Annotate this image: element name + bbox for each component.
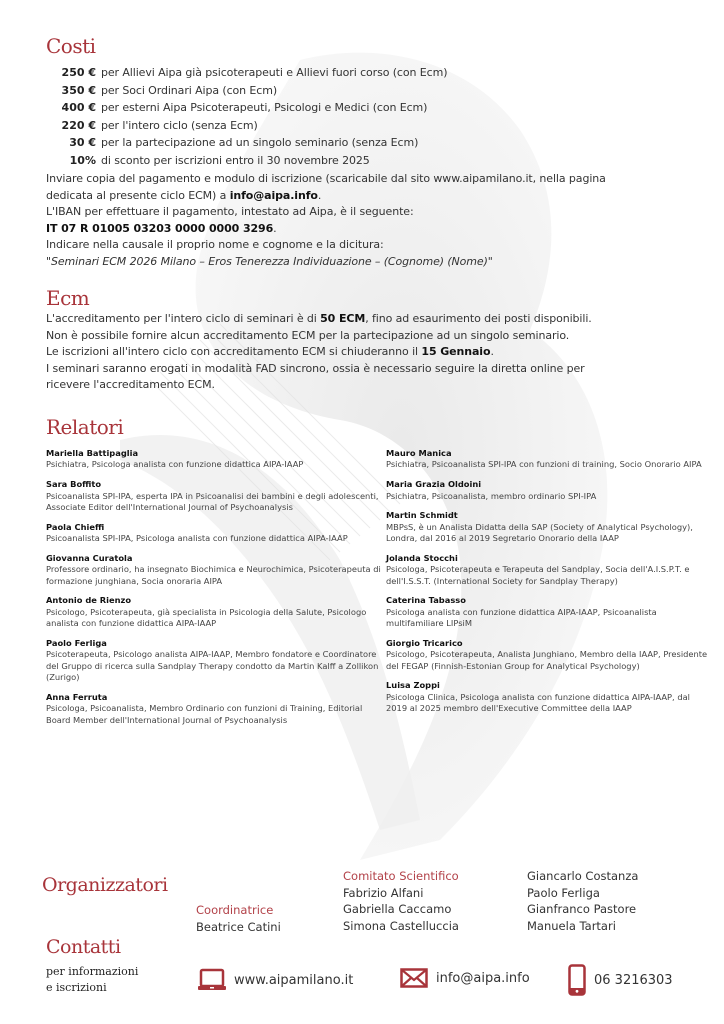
committee-block-2 [527,868,638,934]
speaker-item [386,553,712,587]
speaker-item [46,522,384,545]
cost-amount: 250 € [61,66,96,79]
speaker-bio: Psicologo, Psicoterapeuta, già specialista in Psicologia della Salute, Psicologo analista con funzione didattica AIPA-IAAP [46,606,367,629]
cost-amount: 30 € [69,136,96,150]
organizzatori-heading: Organizzatori [42,874,168,896]
speaker-bio: Psicoanalista SPI-IPA, esperta IPA in Psicoanalisi dei bambini e degli adolescenti, Associate Editor dell'International Journal of Psychoanalysis [46,490,379,512]
committee-member: Giancarlo Costanza [527,869,639,883]
ecm-line [46,344,696,361]
speaker-bio: Psicologo, Psicoterapeuta, Analista Junghiano, Membro della IAAP, Presidente del FEGAP (Finnish-Estonian Group for Analytical Psychology) [386,649,708,671]
speaker-item [46,638,384,684]
speaker-bio: Professore ordinario, ha insegnato Biochimica e Neurochimica, Psicoterapeuta di formazione junghiana, Socia onoraria AIPA [46,564,381,586]
speakers-left-column [46,448,384,734]
ecm-deadline: 15 Gennaio [421,345,491,359]
speaker-bio: Psicologa Clinica, Psicologa analista con funzione didattica AIPA-IAAP, dal 2019 al 2025 membro dell'Executive Committee della IAAP [386,691,690,714]
committee-member: Fabrizio Alfani [343,885,424,900]
speaker-name: Martin Schmidt [386,510,458,521]
speakers-right-column [386,448,712,723]
text: . [317,188,322,202]
speaker-item [46,692,384,726]
cost-row [46,134,447,152]
coordinator-label: Coordinatrice [196,903,274,917]
payment-line: Indicare nella causale il proprio nome e cognome e la dicitura: [46,238,384,252]
ecm-credits: 50 ECM [320,312,366,325]
speaker-name: Antonio de Rienzo [46,595,132,606]
speaker-name: Caterina Tabasso [386,595,466,606]
text: L'accreditamento per l'intero ciclo di seminari è di [46,312,321,325]
speaker-name: Paolo Ferliga [46,637,107,648]
text: , fino ad esaurimento dei posti disponibili. [365,312,592,325]
email-link[interactable]: info@aipa.info [436,970,530,986]
iban: IT 07 R 01005 03203 0000 0000 3296 [46,221,274,235]
cost-description: di sconto per iscrizioni entro il 30 novembre 2025 [101,153,370,167]
payment-email: info@aipa.info [229,188,318,202]
ecm-line: Non è possibile fornire alcun accreditamento ECM per la partecipazione ad un singolo seminario. [46,328,570,342]
cost-row [46,82,447,100]
speaker-bio: MBPsS, è un Analista Didatta della SAP (Society of Analytical Psychology), Londra, dal 2016 al 2019 Segretario Onorario della IAAP [386,521,693,544]
cost-description: per Allievi Aipa già psicoterapeuti e Allievi fuori corso (con Ecm) [101,66,448,79]
payment-line [46,188,696,205]
committee-member: Paolo Ferliga [527,885,600,900]
speaker-name: Sara Boffito [46,479,102,490]
envelope-icon [400,968,428,988]
speaker-bio: Psichiatra, Psicologa analista con funzione didattica AIPA-IAAP [46,459,304,470]
laptop-icon [198,968,226,992]
text: . [490,345,494,359]
speaker-name: Giovanna Curatola [46,552,133,563]
speaker-name: Jolanda Stocchi [386,552,458,563]
speaker-item [386,479,712,502]
cost-description: per esterni Aipa Psicoterapeuti, Psicologi e Medici (con Ecm) [101,101,428,115]
ecm-text [46,311,696,394]
ecm-heading: Ecm [46,286,90,310]
costs-list [46,64,447,170]
coordinator-block [196,902,281,935]
ecm-line: ricevere l'accreditamento ECM. [46,378,215,392]
speaker-item [46,448,384,471]
speaker-name: Mariella Battipaglia [46,448,139,458]
committee-block [343,868,459,934]
speaker-name: Luisa Zoppi [386,680,440,691]
speaker-name: Anna Ferruta [46,691,108,702]
speaker-bio: Psicoanalista SPI-IPA, Psicologa analista con funzione didattica AIPA-IAAP [46,533,348,544]
text: dedicata al presente ciclo ECM) a [46,188,230,202]
contatti-sub-line: e iscrizioni [46,981,107,994]
cost-row [46,117,447,135]
cost-row [46,99,447,117]
speaker-name: Maria Grazia Oldoini [386,479,482,490]
cost-description: per Soci Ordinari Aipa (con Ecm) [101,83,278,97]
speaker-item [386,595,712,629]
speaker-name: Giorgio Tricarico [386,637,463,648]
cost-amount: 10% [69,153,96,167]
contatti-heading: Contatti [46,936,121,958]
speaker-name: Mauro Manica [386,448,452,458]
speaker-bio: Psichiatra, Psicoanalista, membro ordinario SPI-IPA [386,490,597,501]
committee-member: Gabriella Caccamo [343,902,452,917]
smartphone-icon [568,964,586,996]
costi-heading: Costi [46,34,96,58]
speaker-item [46,553,384,587]
ecm-line [46,311,696,328]
speaker-bio: Psicoterapeuta, Psicologo analista AIPA-IAAP, Membro fondatore e Coordinatore del Gruppo di ricerca sulla Sandplay Therapy condotto da Martin Kalff a Zollikon (Zurigo) [46,649,379,682]
speaker-bio: Psichiatra, Psicoanalista SPI-IPA con funzioni di training, Socio Onorario AIPA [386,459,702,470]
phone-number[interactable]: 06 3216303 [594,972,673,988]
speaker-bio: Psicologa, Psicoanalista, Membro Ordinario con funzioni di Training, Editorial Board Member dell'International Journal of Psychoanalysis [46,703,363,725]
speaker-item [46,595,384,629]
text: Le iscrizioni all'intero ciclo con accreditamento ECM si chiuderanno il [46,345,422,359]
coordinator-name: Beatrice Catini [196,919,281,934]
speaker-item [386,680,712,714]
website-contact[interactable] [198,968,353,992]
speaker-item [386,638,712,672]
speaker-name: Paola Chieffi [46,521,105,532]
cost-amount: 350 € [61,83,96,97]
payment-causale: "Seminari ECM 2026 Milano – Eros Tenerezza Individuazione – (Cognome) (Nome)" [46,254,493,268]
speaker-bio: Psicologa, Psicoterapeuta e Terapeuta del Sandplay, Socia dell'A.I.S.P.T. e dell'I.S.S.T. (International Society for Sandplay Therapy) [386,564,690,586]
phone-contact[interactable] [568,964,673,996]
payment-line: Inviare copia del pagamento e modulo di iscrizione (scaricabile dal sito www.aipamilano.it, nella pagina [46,172,606,185]
cost-description: per l'intero ciclo (senza Ecm) [101,118,258,132]
cost-row [46,64,447,82]
speaker-item [46,479,384,513]
cost-amount: 220 € [61,118,96,132]
committee-member: Simona Castelluccia [343,918,459,933]
cost-description: per la partecipazione ad un singolo seminario (senza Ecm) [101,136,419,150]
contatti-subtitle [46,964,138,996]
cost-amount: 400 € [61,101,96,115]
contatti-sub-line: per informazioni [46,965,139,978]
payment-instructions [46,171,696,271]
speaker-bio: Psicologa analista con funzione didattica AIPA-IAAP, Psicoanalista multifamiliare LIPsiM [386,606,657,629]
payment-line: L'IBAN per effettuare il pagamento, intestato ad Aipa, è il seguente: [46,205,414,219]
text: . [273,221,277,235]
iban-line [46,221,696,238]
relatori-heading: Relatori [46,415,124,439]
cost-row [46,152,447,170]
committee-member: Manuela Tartari [527,918,616,933]
committee-member: Gianfranco Pastore [527,902,637,917]
speaker-item [386,510,712,544]
website-link[interactable]: www.aipamilano.it [234,972,354,988]
speaker-item [386,448,712,471]
committee-label: Comitato Scientifico [343,869,459,883]
ecm-line: I seminari saranno erogati in modalità FAD sincrono, ossia è necessario seguire la diretta online per [46,361,585,375]
email-contact[interactable] [400,968,530,988]
